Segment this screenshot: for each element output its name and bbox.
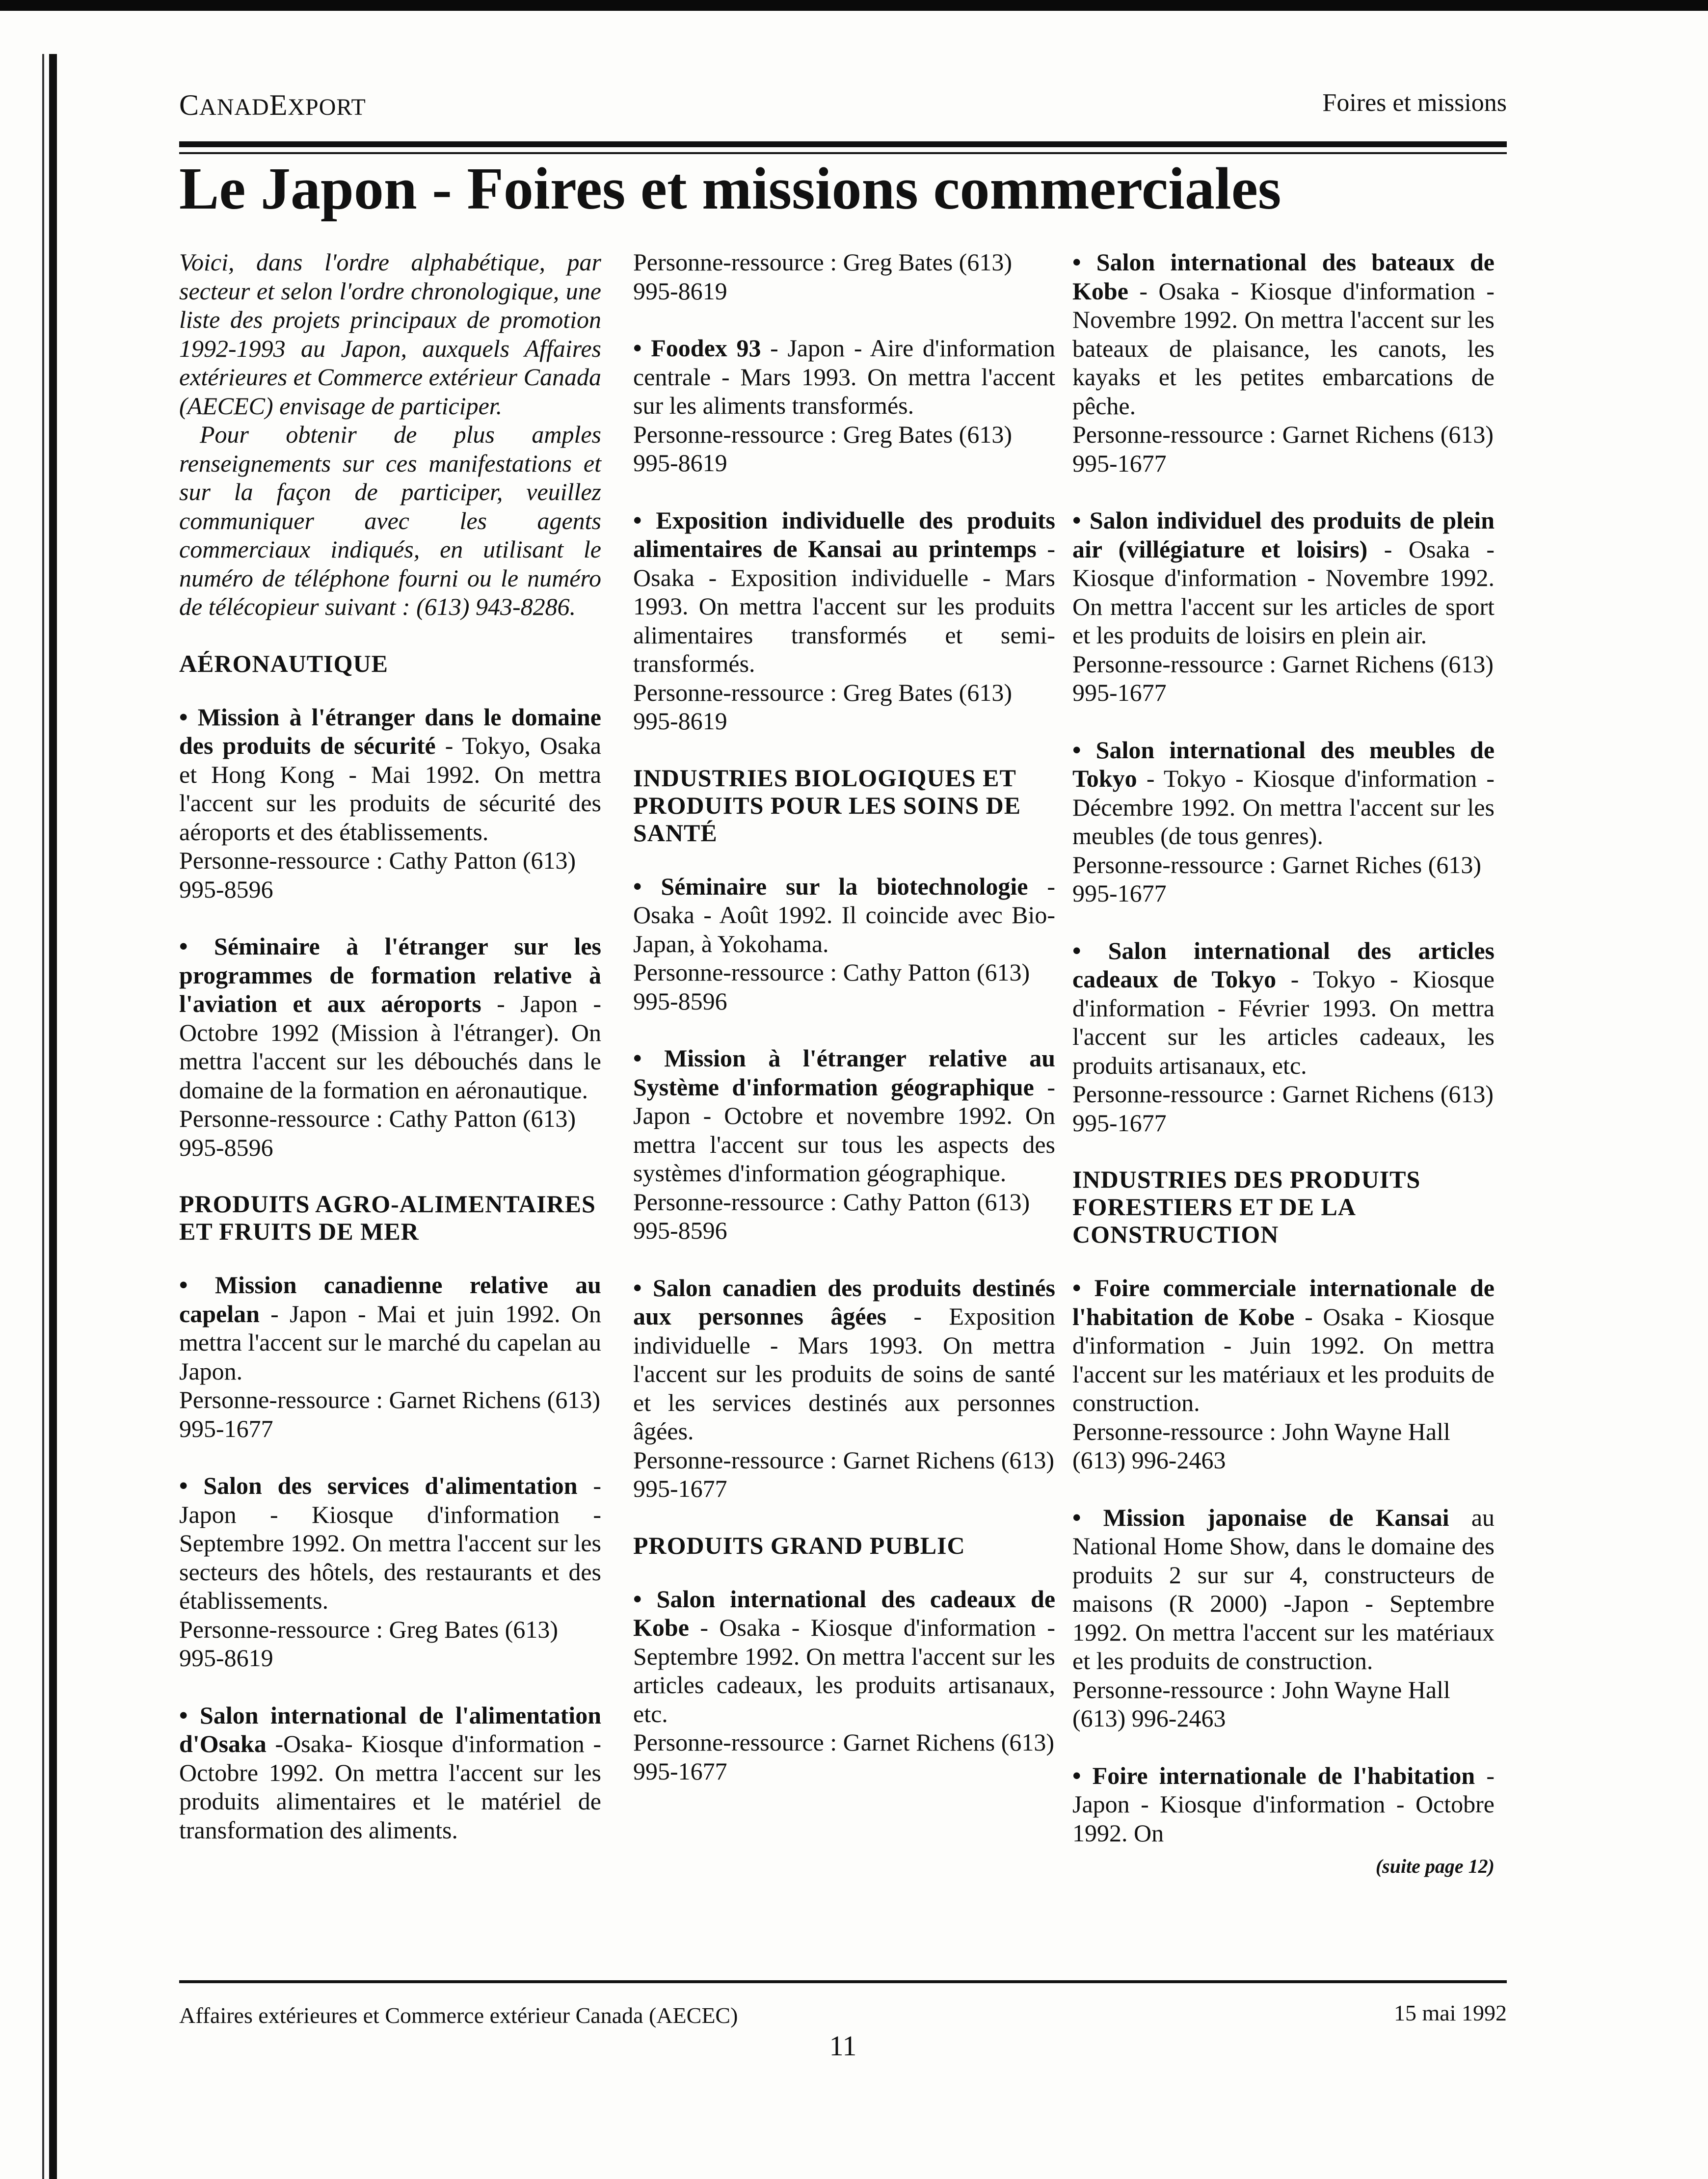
section-heading: INDUSTRIES BIOLOGIQUES ET PRODUITS POUR LES SOINS DE SANTÉ <box>633 764 1021 847</box>
continued-note: (suite page 12) <box>1375 1855 1494 1877</box>
list-item: • Salon canadien des produits destinés aux personnes âgées - Exposition individuelle - Mars 1993. On mettra l'accent sur les produits de soins de santé et les services destinés aux personnes âgées. Personne-ressource : Garnet Richens (613) 995-1677 <box>633 1274 1055 1502</box>
section-label: Foires et missions <box>1322 89 1507 117</box>
list-item: • Salon international des bateaux de Kobe - Osaka - Kiosque d'information - Novembre 1992. On mettra l'accent sur les bateaux de plaisance, les canots, les kayaks et les petites embarcations de pêche. Personne-ressource : Garnet Richens (613) 995-1677 <box>1072 248 1494 477</box>
contact: Personne-ressource : Garnet Richens (613) 995-1677 <box>633 1446 1055 1502</box>
contact: Personne-ressource : Greg Bates (613) 995-8619 <box>179 1615 558 1672</box>
section-heading: AÉRONAUTIQUE <box>179 649 388 677</box>
list-item: • Mission à l'étranger relative au Système d'information géographique - Japon - Octobre et novembre 1992. On mettra l'accent sur tous les aspects des systèmes d'information géographique. Personne-ressource : Cathy Patton (613) 995-8596 <box>633 1044 1055 1244</box>
column-3 <box>1072 248 1494 1881</box>
list-item: • Mission à l'étranger dans le domaine des produits de sécurité - Tokyo, Osaka et Hong Kong - Mai 1992. On mettra l'accent sur les produits de sécurité des aéroports et des établissements. Personne-ressource : Cathy Patton (613) 995-8596 <box>179 703 601 903</box>
brand-wordmark: CANADEXPORT <box>179 89 366 121</box>
scan-left-edge <box>49 54 57 2179</box>
contact: Personne-ressource : Cathy Patton (613) 995-8596 <box>179 847 576 903</box>
contact: Personne-ressource : Greg Bates (613) 995-8619 <box>633 248 1012 305</box>
contact: Personne-ressource : Garnet Richens (613) 995-1677 <box>1072 1080 1494 1137</box>
contact: Personne-ressource : Greg Bates (613) 995-8619 <box>633 420 1012 477</box>
intro-paragraph: Voici, dans l'ordre alphabétique, par secteur et selon l'ordre chronologique, une liste des projets principaux de promotion 1992-1993 au Japon, auxquels Affaires extérieures et Commerce extérieur Canada (AECEC) envisage de participer. <box>179 248 601 420</box>
section-heading: INDUSTRIES DES PRODUITS FORESTIERS ET DE LA CONSTRUCTION <box>1072 1166 1421 1248</box>
running-header <box>179 88 1507 128</box>
page <box>179 0 1507 2179</box>
list-item: • Salon international des articles cadeaux de Tokyo - Tokyo - Kiosque d'information - Février 1993. On mettra l'accent sur les articles cadeaux, les produits artisanaux, etc. Personne-ressource : Garnet Richens (613) 995-1677 <box>1072 936 1495 1137</box>
section-heading: PRODUITS GRAND PUBLIC <box>633 1531 965 1559</box>
list-item: • Séminaire sur la biotechnologie - Osaka - Août 1992. Il coincide avec Bio-Japan, à Yokohama. Personne-ressource : Cathy Patton (613) 995-8596 <box>633 872 1056 1015</box>
contact: Personne-ressource : Garnet Richens (613) 995-1677 <box>1072 650 1494 706</box>
contact: Personne-ressource : Greg Bates (613) 995-8619 <box>633 678 1012 735</box>
list-item: • Salon individuel des produits de plein air (villégiature et loisirs) - Osaka - Kiosque d'information - Novembre 1992. On mettra l'accent sur les articles de sport et les produits de loisirs en plein air. Personne-ressource : Garnet Richens (613) 995-1677 <box>1072 506 1494 706</box>
footer-publisher: Affaires extérieures et Commerce extérieur Canada (AECEC) <box>179 2003 738 2028</box>
page-number: 11 <box>829 2030 857 2062</box>
contact: Personne-ressource : Garnet Richens (613) 995-1677 <box>1072 421 1494 477</box>
list-item: • Salon international de l'alimentation d'Osaka -Osaka- Kiosque d'information - Octobre 1992. On mettra l'accent sur les produits alimentaires et le matériel de transformation des aliments. <box>179 1701 601 1844</box>
footer-rule <box>179 1980 1507 1983</box>
list-item: • Salon international des meubles de Tokyo - Tokyo - Kiosque d'information - Décembre 1992. On mettra l'accent sur les meubles (de tous genres). Personne-ressource : Garnet Riches (613) 995-1677 <box>1072 736 1495 907</box>
contact: Personne-ressource : John Wayne Hall (613) 996-2463 <box>1072 1417 1450 1474</box>
list-item: • Exposition individuelle des produits alimentaires de Kansai au printemps - Osaka - Exposition individuelle - Mars 1993. On mettra l'accent sur les produits alimentaires transformés et semi-transformés. Personne-ressource : Greg Bates (613) 995-8619 <box>633 506 1055 735</box>
contact: Personne-ressource : Garnet Richens (613) 995-1677 <box>179 1386 601 1442</box>
contact: Personne-ressource : Garnet Riches (613) 995-1677 <box>1072 850 1482 907</box>
list-item: • Mission canadienne relative au capelan - Japon - Mai et juin 1992. On mettra l'accent sur le marché du capelan au Japon. Personne-ressource : Garnet Richens (613) 995-1677 <box>179 1271 601 1442</box>
scan-left-edge-thin <box>42 54 44 2179</box>
header-rule-thin <box>179 152 1507 154</box>
column-2 <box>633 248 1055 1814</box>
list-item: • Salon international des cadeaux de Kobe - Osaka - Kiosque d'information - Septembre 1992. On mettra l'accent sur les articles cadeaux, les produits artisanaux, etc. Personne-ressource : Garnet Richens (613) 995-1677 <box>633 1585 1056 1785</box>
intro-paragraph: Pour obtenir de plus amples renseignements sur ces manifestations et sur la façon de participer, veuillez communiquer avec les agents commerciaux indiqués, en utilisant le numéro de téléphone fourni ou le numéro de télécopieur suivant : (613) 943-8286. <box>179 421 601 620</box>
list-item: • Foodex 93 - Japon - Aire d'information centrale - Mars 1993. On mettra l'accent sur les aliments transformés. Personne-ressource : Greg Bates (613) 995-8619 <box>633 334 1056 477</box>
list-item: • Mission japonaise de Kansai au National Home Show, dans le domaine des produits 2 sur sur 4, constructeurs de maisons (R 2000) -Japon - Septembre 1992. On mettra l'accent sur les matériaux et les produits de construction. Personne-ressource : John Wayne Hall (613) 996-2463 <box>1072 1503 1495 1732</box>
contact: Personne-ressource : Garnet Richens (613) 995-1677 <box>633 1728 1055 1785</box>
contact: Personne-ressource : Cathy Patton (613) 995-8596 <box>633 958 1030 1015</box>
list-item: • Foire internationale de l'habitation - Japon - Kiosque d'information - Octobre 1992. On <box>1072 1761 1495 1847</box>
contact: Personne-ressource : Cathy Patton (613) 995-8596 <box>633 1188 1030 1244</box>
intro <box>179 248 601 621</box>
contact: Personne-ressource : John Wayne Hall (613) 996-2463 <box>1072 1675 1450 1732</box>
list-item: • Salon des services d'alimentation - Japon - Kiosque d'information - Septembre 1992. On mettra l'accent sur les secteurs des hôtels, des restaurants et des établissements. Personne-ressource : Greg Bates (613) 995-8619 <box>179 1472 601 1672</box>
page-title: Le Japon - Foires et missions commerciales <box>179 156 1281 222</box>
footer-date: 15 mai 1992 <box>1394 2000 1507 2025</box>
list-item: • Foire commerciale internationale de l'habitation de Kobe - Osaka - Kiosque d'information - Juin 1992. On mettra l'accent sur les matériaux et les produits de construction. Personne-ressource : John Wayne Hall (613) 996-2463 <box>1072 1274 1494 1474</box>
section-heading: PRODUITS AGRO-ALIMENTAIRES ET FRUITS DE MER <box>179 1190 596 1245</box>
header-rule-thick <box>179 141 1507 147</box>
list-item-continued <box>633 248 1055 305</box>
contact: Personne-ressource : Cathy Patton (613) 995-8596 <box>179 1105 576 1161</box>
list-item: • Séminaire à l'étranger sur les programmes de formation relative à l'aviation et aux aéroports - Japon - Octobre 1992 (Mission à l'étranger). On mettra l'accent sur les débouchés dans le domaine de la formation en aéronautique. Personne-ressource : Cathy Patton (613) 995-8596 <box>179 932 601 1161</box>
column-1 <box>179 248 601 1844</box>
